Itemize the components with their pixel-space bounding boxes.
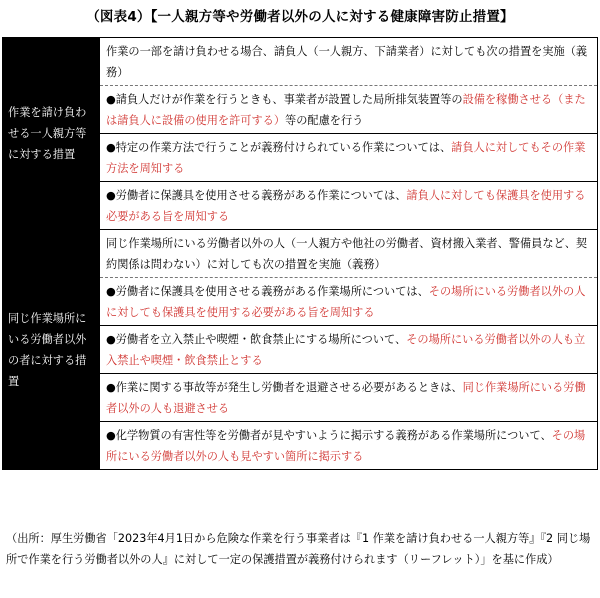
list-item: ●労働者に保護具を使用させる義務がある作業場所については、その場所にいる労働者以外の人に対しても保護具を使用する必要がある旨を周知する: [100, 278, 598, 326]
table-row: [3, 38, 598, 86]
list-item: ●請負人だけが作業を行うときも、事業者が設置した局所排気装置等の設備を稼働させる（または請負人に設備の使用を許可する）等の配慮を行う: [100, 86, 598, 134]
section-intro: 作業の一部を請け負わせる場合、請負人（一人親方、下請業者）に対しても次の措置を実施（義務）: [100, 38, 598, 86]
list-item: ●化学物質の有害性等を労働者が見やすいように掲示する義務がある作業場所について、その場所にいる労働者以外の人も見やすい箇所に掲示する: [100, 422, 598, 470]
source-note: （出所：厚生労働省「2023年4月1日から危険な作業を行う事業者は『1 作業を請け負わせる一人親方等』『2 同じ場所で作業を行う労働者以外の人』に対して一定の保護措置が義務付けられます（リーフレット）」を基に作成）: [6, 532, 591, 566]
measures-table: [2, 37, 598, 470]
table-row: [3, 230, 598, 278]
figure-title: （図表4）【一人親方等や労働者以外の人に対する健康障害防止措置】: [86, 9, 514, 25]
list-item: ●作業に関する事故等が発生し労働者を退避させる必要があるときは、同じ作業場所にいる労働者以外の人も退避させる: [100, 374, 598, 422]
list-item: ●特定の作業方法で行うことが義務付けられている作業については、請負人に対してもその作業方法を周知する: [100, 134, 598, 182]
section-header: 同じ作業場所にいる労働者以外の者に対する措置: [3, 230, 100, 470]
list-item: ●労働者を立入禁止や喫煙・飲食禁止にする場所について、その場所にいる労働者以外の人も立入禁止や喫煙・飲食禁止とする: [100, 326, 598, 374]
list-item: ●労働者に保護具を使用させる義務がある作業については、請負人に対しても保護具を使用する必要がある旨を周知する: [100, 182, 598, 230]
section-intro: 同じ作業場所にいる労働者以外の人（一人親方や他社の労働者、資材搬入業者、警備員など、契約関係は問わない）に対しても次の措置を実施（義務）: [100, 230, 598, 278]
section-header: 作業を請け負わせる一人親方等に対する措置: [3, 38, 100, 230]
